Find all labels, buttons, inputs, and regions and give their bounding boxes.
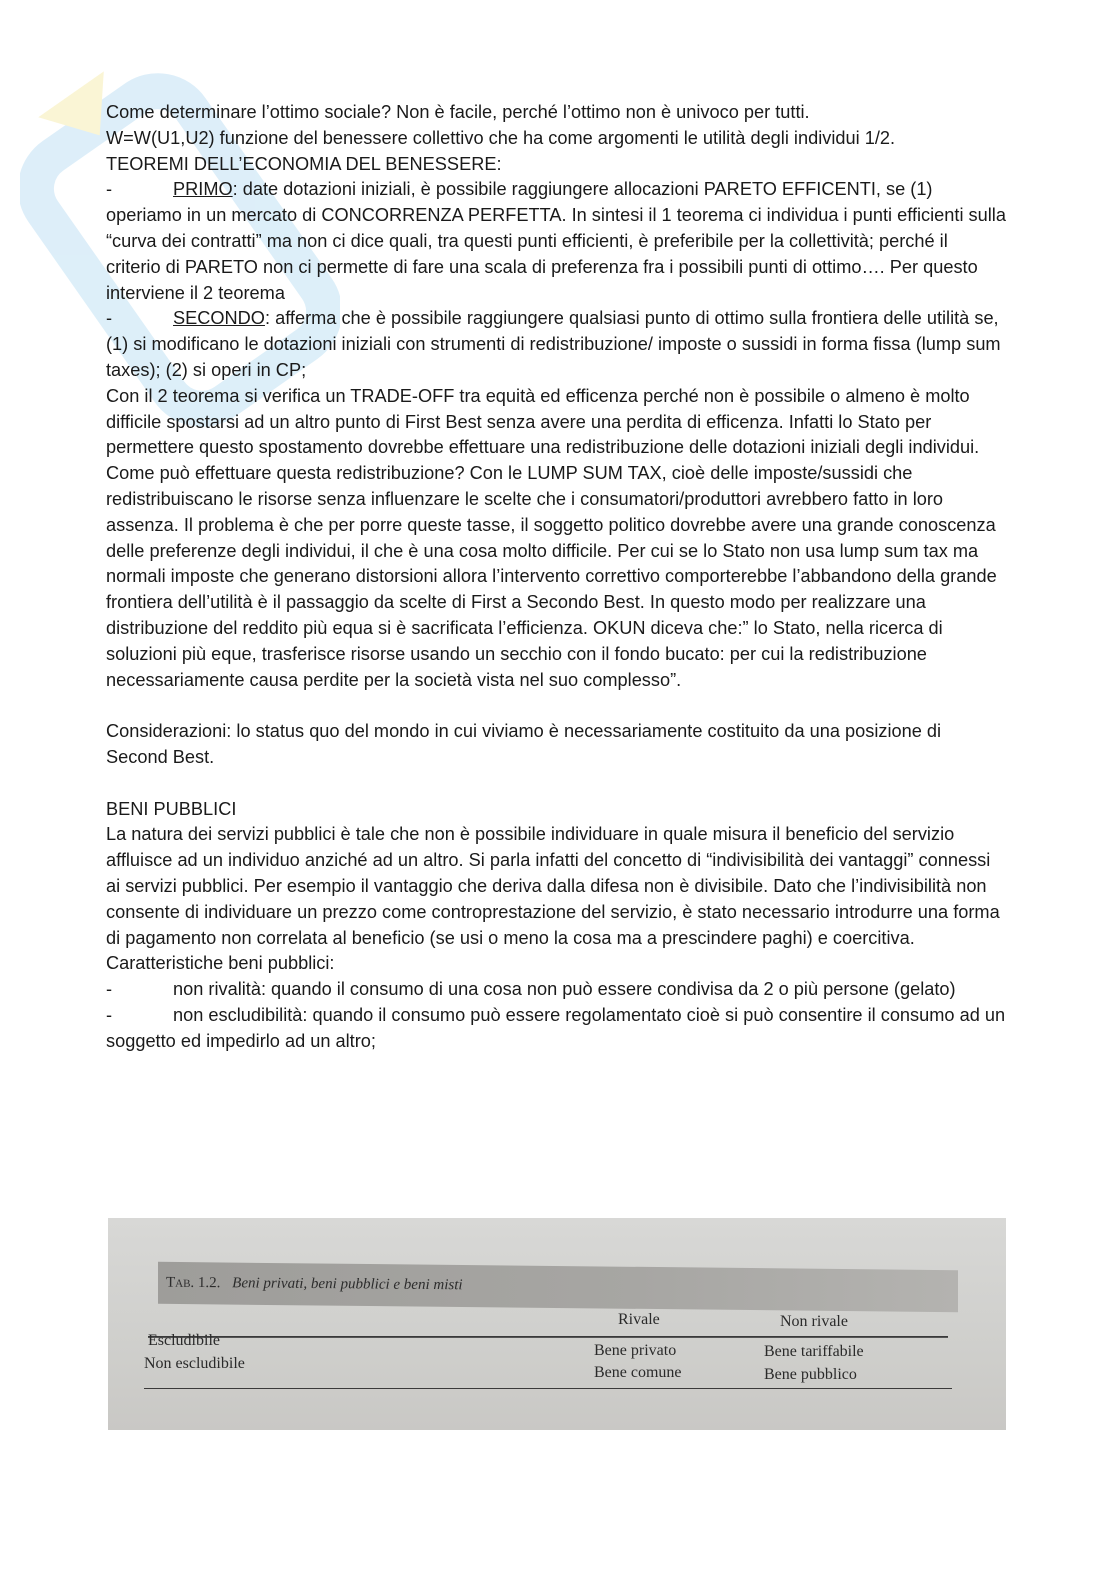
caption-label: Tab. 1.2.	[165, 1274, 221, 1292]
col-header: Non rivale	[780, 1313, 848, 1330]
paragraph: Con il 2 teorema si verifica un TRADE-OFF tra equità ed efficenza perché non è possibile o almeno è molto difficile spostarsi ad un altro punto di First Best senza avere una perdita di efficenza. Infatti lo Stato per permettere questo spostamento dovrebbe effettuare una redistribuzione delle dotazioni iniziali degli individui. Come può effettuare questa redistribuzione? Con le LUMP SUM TAX, cioè delle imposte/sussidi che redistribuiscano le risorse senza influenzare le scelte che i consumatori/produttori avrebbero fatto in loro assenza. Il problema è che per porre queste tasse, il soggetto politico dovrebbe avere una grande conoscenza delle preferenze degli individui, il che è una cosa molto difficile. Per cui se lo Stato non usa lump sum tax ma normali imposte che generano distorsioni allora l’intervento correttivo comporterebbe l’abbandono della grande frontiera dell’utilità è il passaggio da scelte di First a Secondo Best. In questo modo per realizzare una distribuzione del reddito più equa si è sacrificata l’efficienza. OKUN diceva che:” lo Stato, nella ricerca di soluzioni più eque, trasferisce risorse usando un secchio con il fondo bucato: per cui la redistribuzione necessariamente causa perdite per la società vista nel suo complesso”.	[106, 385, 997, 690]
list-item-secondo	[106, 306, 1006, 383]
table-cell: Bene tariffabile	[764, 1343, 864, 1360]
section-heading: TEOREMI DELL’ECONOMIA DEL BENESSERE:	[106, 153, 502, 174]
list-item: - non rivalità: quando il consumo di una cosa non può essere condivisa da 2 o più persone (gelato)	[106, 977, 1006, 1003]
paragraph: Come determinare l’ottimo sociale? Non è facile, perché l’ottimo non è univoco per tutti.	[106, 102, 810, 122]
paragraph: La natura dei servizi pubblici è tale che non è possibile individuare in quale misura il beneficio del servizio affluisce ad un individuo anziché ad un altro. Si parla infatti del concetto di “indivisibilità dei vantaggi” connessi ai servizi pubblici. Per esempio il vantaggio che deriva dalla difesa non è divisibile. Dato che l’indivisibilità non consente di individuare un prezzo come controprestazione del servizio, è stato necessario introdurre una forma di pagamento non correlata al beneficio (se usi o meno la cosa ma a prescindere paghi) e coercitiva.	[106, 824, 1000, 948]
primo-text: : date dotazioni iniziali, è possibile raggiungere allocazioni PARETO EFFICENTI, se (1) operiamo in un mercato di CONCORRENZA PERFETTA. In sintesi il 1 teorema ci individua i punti efficienti sulla “curva dei contratti” ma non ci dice quali, tra questi punti efficienti, è preferibile per la collettività; perché il criterio di PARETO non ci permette di fare una scala di preferenza fra i possibili punti di ottimo…. Per questo interviene il 2 teorema	[106, 179, 1006, 303]
table-caption	[166, 1275, 463, 1295]
primo-label: PRIMO	[173, 179, 233, 200]
caption-title: Beni privati, beni pubblici e beni misti	[232, 1275, 463, 1294]
list-item: - non escludibilità: quando il consumo può essere regolamentato cioè si può consentire il consumo ad un soggetto ed impedirlo ad un altro;	[106, 1004, 1006, 1051]
secondo-text: : afferma che è possibile raggiungere qualsiasi punto di ottimo sulla frontiera delle utilità se, (1) si modificano le dotazioni iniziali con strumenti di redistribuzione/ imposte o sussidi in forma fissa (lump sum taxes); (2) si operi in CP;	[106, 308, 1001, 380]
paragraph: Caratteristiche beni pubblici:	[106, 953, 335, 974]
bullet-dash: -	[106, 308, 113, 329]
table-rule	[144, 1388, 952, 1389]
list-item-primo	[106, 177, 1006, 306]
paragraph: W=W(U1,U2) funzione del benessere collettivo che ha come argomenti le utilità degli individui 1/2.	[106, 127, 896, 148]
table-cell: Bene comune	[594, 1364, 682, 1381]
secondo-label: SECONDO	[173, 308, 265, 329]
document-body	[106, 100, 1006, 1054]
bullet-dash: -	[106, 979, 113, 1000]
table-cell: Bene privato	[594, 1342, 677, 1359]
bullet-dash: -	[106, 1004, 113, 1025]
row-header: Escludibile	[148, 1332, 220, 1349]
table-cell: Bene pubblico	[764, 1366, 857, 1383]
section-heading: BENI PUBBLICI	[106, 798, 237, 819]
paragraph: Considerazioni: lo status quo del mondo in cui viviamo è necessariamente costituito da una posizione di Second Best.	[106, 721, 942, 767]
table-rule	[148, 1337, 948, 1338]
table-photo	[108, 1218, 1006, 1430]
col-header: Rivale	[618, 1311, 660, 1328]
bullet-dash: -	[106, 179, 113, 200]
row-header: Non escludibile	[144, 1355, 245, 1372]
